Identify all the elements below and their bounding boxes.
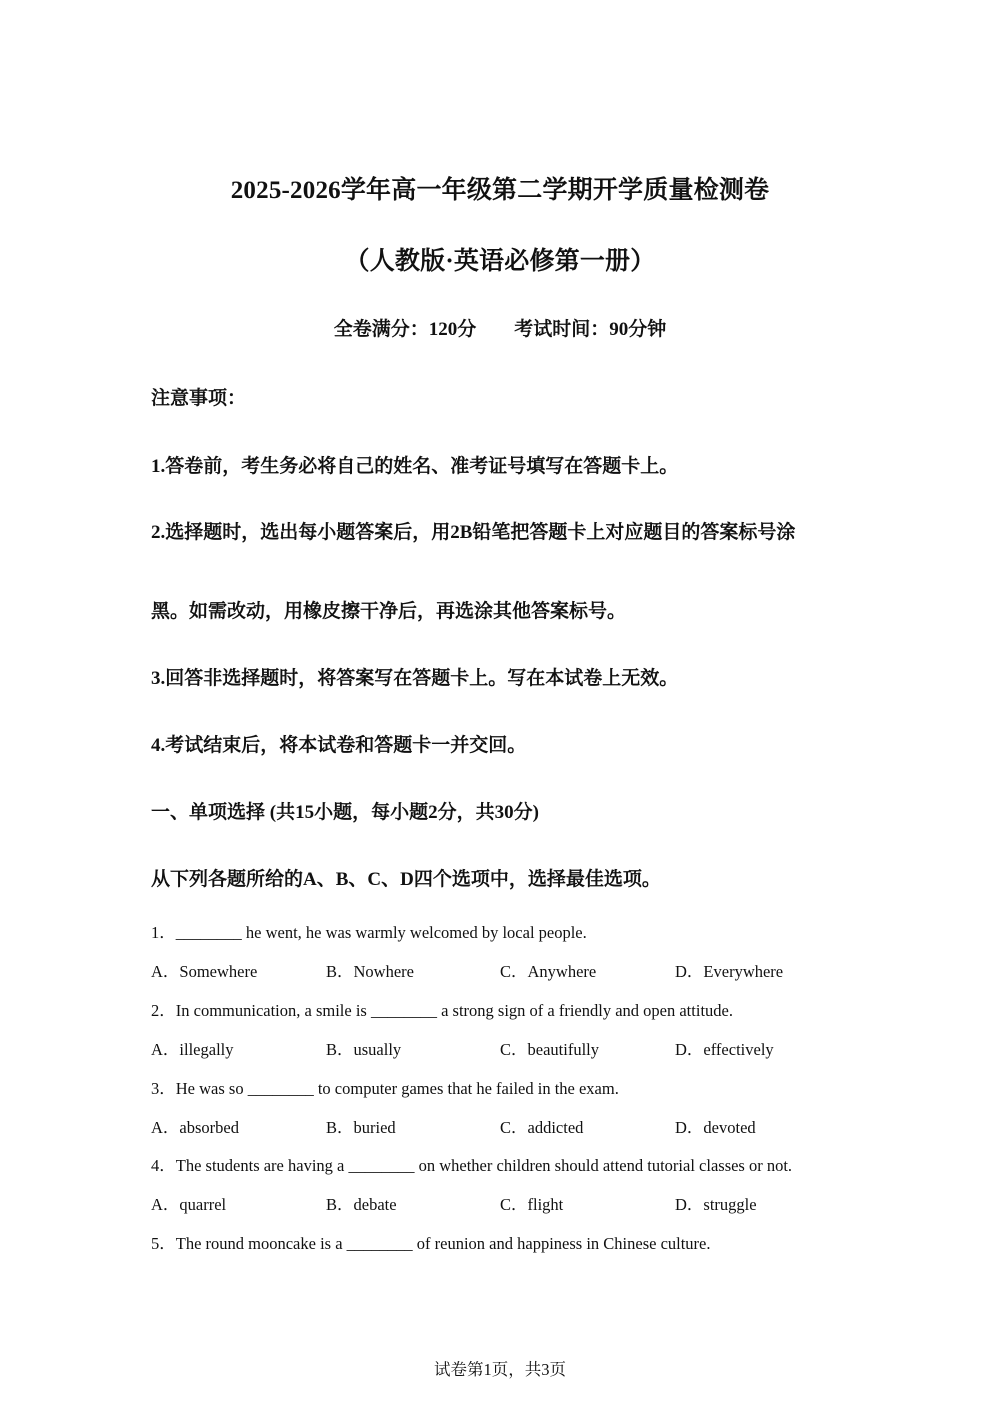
option-a: A．absorbed — [151, 1118, 239, 1137]
question-3-stem: 3．He was so ________ to computer games that he failed in the exam. — [151, 1079, 619, 1098]
exam-title: 2025-2026学年高一年级第二学期开学质量检测卷 — [230, 177, 770, 204]
option-b: B．buried — [326, 1118, 396, 1137]
option-c: C．Anywhere — [500, 962, 597, 981]
option-a: A．Somewhere — [151, 962, 258, 981]
note-item-3: 3.回答非选择题时，将答案写在答题卡上。写在本试卷上无效。 — [151, 668, 679, 689]
option-a: A．quarrel — [151, 1195, 227, 1214]
question-1-options — [151, 958, 851, 980]
note-item-2-line-2: 黑。如需改动，用橡皮擦干净后，再选涂其他答案标号。 — [151, 601, 627, 622]
option-c: C．beautifully — [500, 1040, 599, 1059]
full-score: 全卷满分：120分 — [333, 319, 477, 340]
note-item-4: 4.考试结束后，将本试卷和答题卡一并交回。 — [151, 735, 527, 756]
exam-subtitle: （人教版·英语必修第一册） — [344, 248, 656, 275]
exam-meta — [0, 314, 1000, 341]
question-3-options — [151, 1114, 851, 1136]
option-d: D．Everywhere — [675, 962, 784, 981]
option-b: B．Nowhere — [326, 962, 414, 981]
question-5-stem: 5．The round mooncake is a ________ of reunion and happiness in Chinese culture. — [151, 1234, 711, 1253]
option-d: D．effectively — [675, 1040, 774, 1059]
question-4-stem: 4．The students are having a ________ on whether children should attend tutorial classes or not. — [151, 1156, 793, 1175]
question-4-options — [151, 1191, 851, 1213]
note-item-2-line-1: 2.选择题时，选出每小题答案后，用2B铅笔把答题卡上对应题目的答案标号涂 — [151, 522, 796, 543]
question-2-options — [151, 1036, 851, 1058]
notes-heading: 注意事项： — [151, 388, 247, 409]
question-2-stem: 2．In communication, a smile is ________ a strong sign of a friendly and open attitude. — [151, 1001, 733, 1020]
option-d: D．devoted — [675, 1118, 756, 1137]
option-c: C．addicted — [500, 1118, 584, 1137]
section-instruction: 从下列各题所给的A、B、C、D四个选项中，选择最佳选项。 — [151, 869, 661, 890]
question-1-stem: 1．________ he went, he was warmly welcomed by local people. — [151, 923, 587, 942]
page-footer: 试卷第1页，共3页 — [434, 1360, 566, 1379]
option-a: A．illegally — [151, 1040, 234, 1059]
exam-time: 考试时间：90分钟 — [514, 319, 667, 340]
note-item-1: 1.答卷前，考生务必将自己的姓名、准考证号填写在答题卡上。 — [151, 456, 679, 477]
option-d: D．struggle — [675, 1195, 757, 1214]
section-heading: 一、单项选择 (共15小题，每小题2分，共30分) — [151, 802, 539, 823]
option-b: B．debate — [326, 1195, 397, 1214]
option-b: B．usually — [326, 1040, 402, 1059]
option-c: C．flight — [500, 1195, 564, 1214]
